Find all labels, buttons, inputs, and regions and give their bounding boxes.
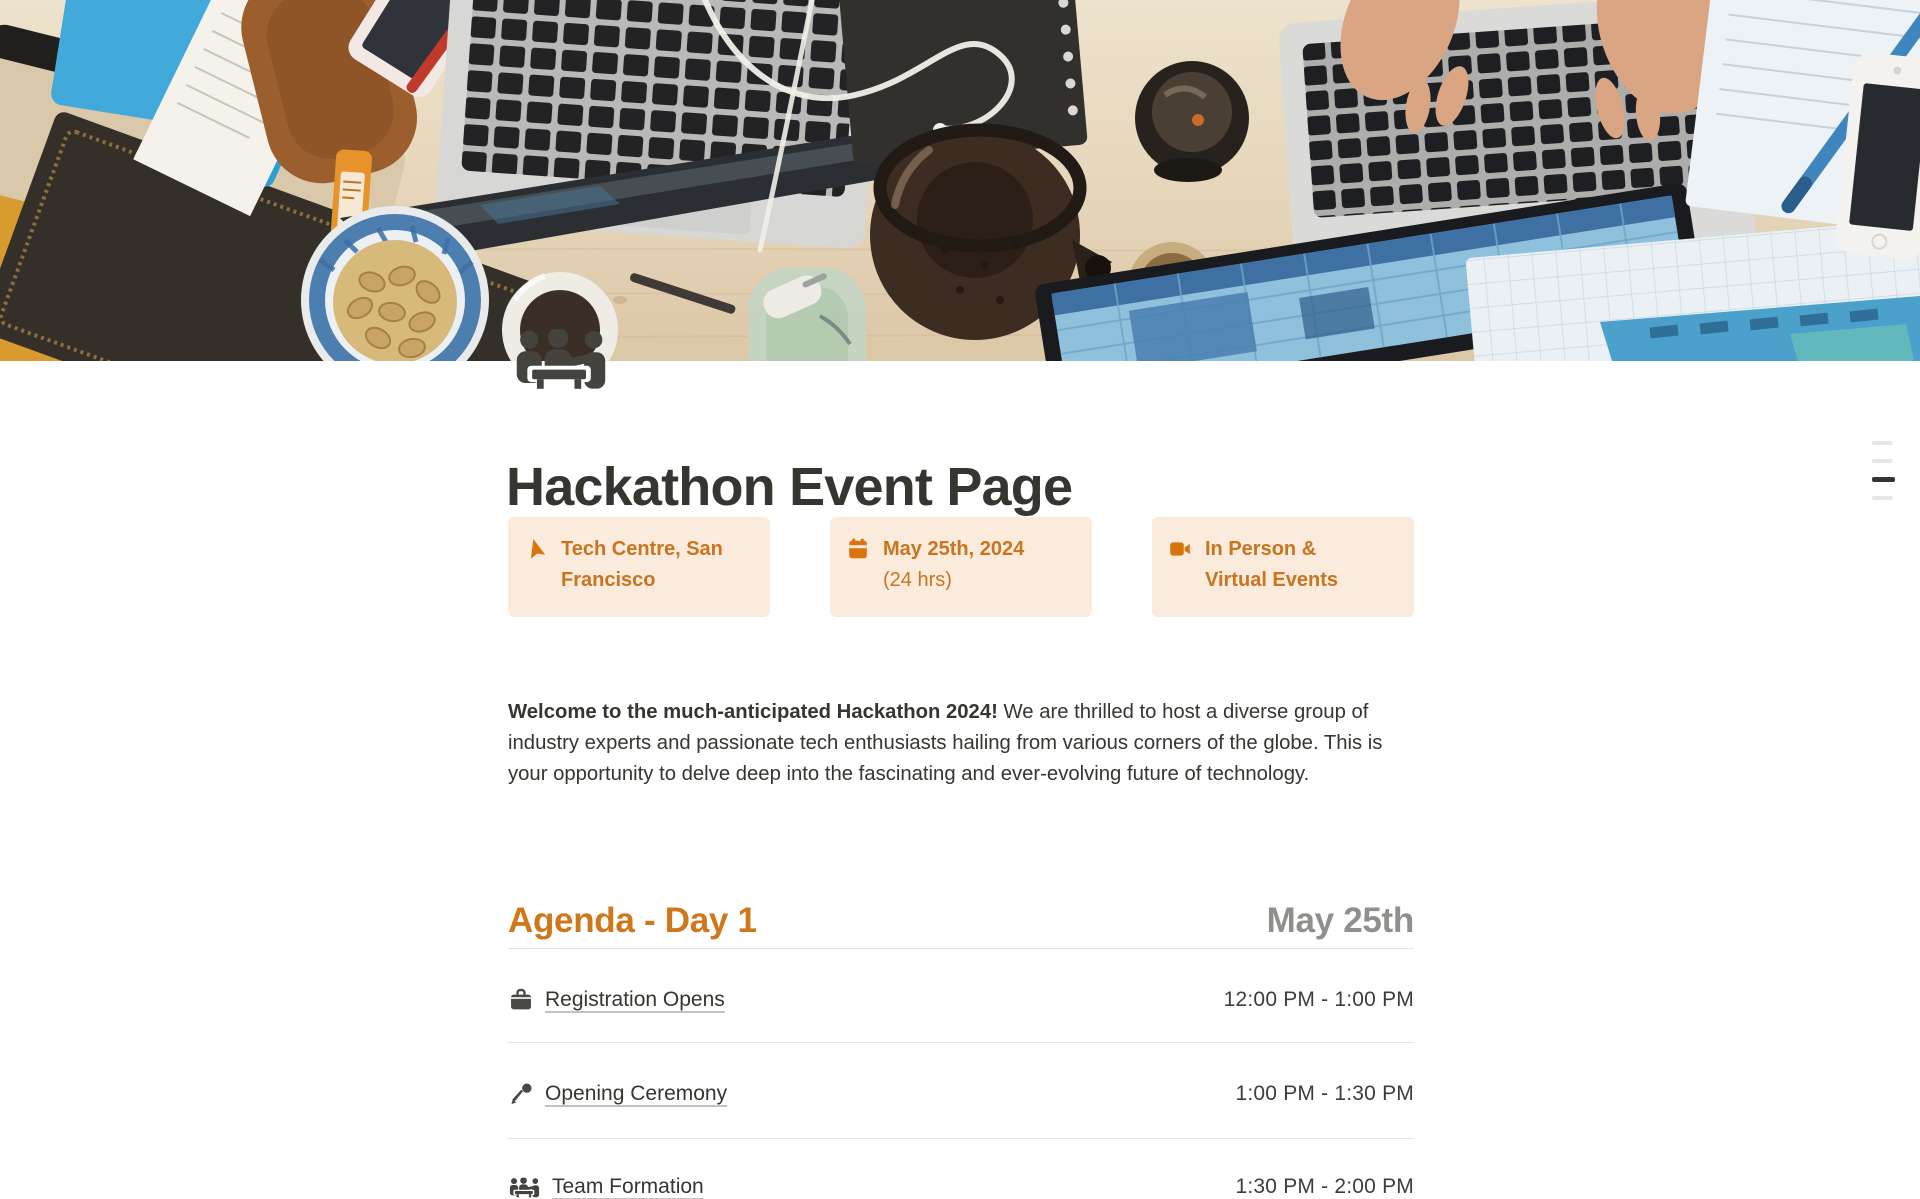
location-arrow-icon	[524, 537, 548, 561]
agenda-item-time: 12:00 PM - 1:00 PM	[1223, 988, 1414, 1011]
callout-row	[508, 517, 1414, 617]
agenda-item-link[interactable]: Team Formation	[552, 1175, 704, 1198]
divider	[508, 948, 1414, 949]
toc-item-active[interactable]	[1872, 477, 1895, 482]
agenda-date-label: May 25th	[1266, 901, 1414, 941]
toc-item[interactable]	[1872, 496, 1893, 500]
video-camera-icon	[1168, 537, 1192, 561]
callout-text: May 25th, 2024	[883, 538, 1025, 560]
agenda-item-time: 1:30 PM - 2:00 PM	[1235, 1175, 1414, 1198]
agenda-row	[508, 1163, 1414, 1199]
agenda-heading: Agenda - Day 1	[508, 901, 757, 941]
toc-item[interactable]	[1872, 459, 1893, 463]
callout-date	[830, 517, 1092, 617]
agenda-item-link[interactable]: Registration Opens	[545, 988, 725, 1011]
agenda-heading-row	[508, 872, 1414, 970]
table-of-contents-indicator[interactable]	[1872, 441, 1895, 500]
callout-text: In Person &	[1205, 538, 1317, 560]
briefcase-icon	[508, 987, 534, 1013]
intro-bold-text: Welcome to the much-anticipated Hackathon 2024!	[508, 701, 998, 724]
divider	[508, 1138, 1414, 1139]
callout-subtext: (24 hrs)	[883, 569, 952, 591]
intro-regular-text: We are thrilled to host a diverse group of industry experts and passionate tech enthusiasts hailing from various corners of the globe. This is your opportunity to delve deep into the fascinating and ever-evolving future of technology.	[508, 701, 1383, 786]
agenda-row	[508, 976, 1414, 1024]
callout-format	[1152, 517, 1414, 617]
callout-location	[508, 517, 770, 617]
meeting-icon	[508, 1177, 541, 1198]
callout-text: Francisco	[561, 569, 656, 591]
page-title: Hackathon Event Page	[506, 457, 1073, 518]
intro-paragraph	[508, 697, 1408, 790]
agenda-item-time: 1:00 PM - 1:30 PM	[1235, 1082, 1414, 1105]
calendar-icon	[846, 537, 870, 561]
toc-item[interactable]	[1872, 441, 1893, 445]
cover-image	[0, 0, 1920, 361]
agenda-row	[508, 1070, 1414, 1118]
cover-scene-illustration	[0, 0, 1920, 361]
divider	[508, 1042, 1414, 1043]
callout-text: Virtual Events	[1205, 569, 1339, 591]
meeting-icon	[511, 329, 611, 389]
agenda-item-link[interactable]: Opening Ceremony	[545, 1082, 728, 1105]
callout-text: Tech Centre, San	[561, 538, 723, 560]
microphone-icon	[508, 1081, 534, 1107]
page-icon[interactable]	[511, 329, 611, 389]
